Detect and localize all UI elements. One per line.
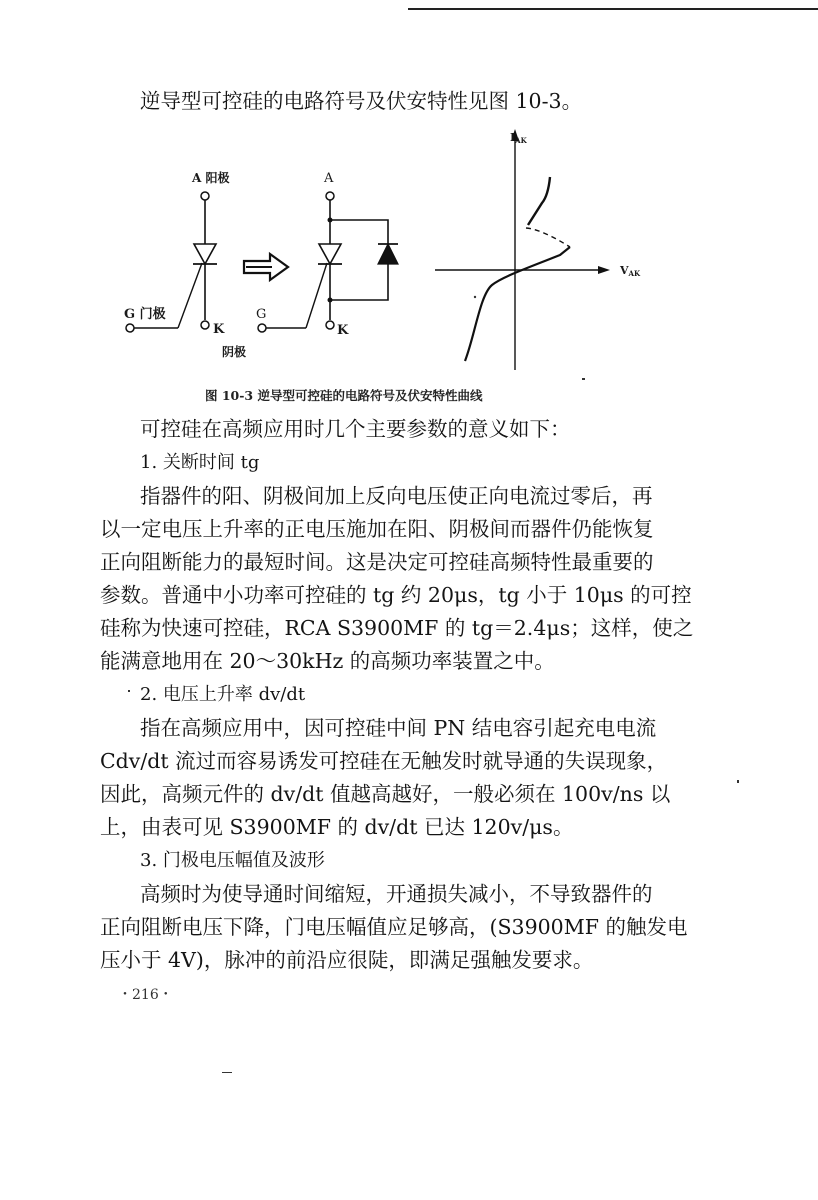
sec1-line-5: 能满意地用在 20～30kHz 的高频功率装置之中。 — [100, 649, 555, 673]
left-gate-lead — [178, 263, 202, 328]
sec2-title: 2. 电压上升率 dv/dt — [140, 684, 306, 705]
right-gate-label: G — [256, 307, 267, 322]
sec1-line-2: 正向阻断能力的最短时间。这是决定可控硅高频特性最重要的 — [100, 550, 654, 574]
antiparallel-branch — [330, 220, 388, 300]
right-gate-terminal — [258, 324, 266, 332]
left-cathode-terminal — [201, 321, 209, 329]
x-axis-label: VAK — [620, 264, 641, 278]
sec3-title: 3. 门极电压幅值及波形 — [140, 850, 325, 871]
right-anode-label: A — [324, 171, 334, 186]
left-gate-terminal — [126, 324, 134, 332]
page-number: ・216・ — [118, 987, 173, 1003]
para0: 可控硅在高频应用时几个主要参数的意义如下： — [140, 417, 571, 441]
sec3-line-1: 正向阻断电压下降，门电压幅值应足够高，(S3900MF 的触发电 — [100, 915, 688, 939]
forward-blocking-curve — [465, 247, 570, 361]
figure-caption: 图 10-3 逆导型可控硅的电路符号及伏安特性曲线 — [205, 388, 483, 403]
sec3-line-0: 高频时为使导通时间缩短，开通损失减小，不导致器件的 — [140, 882, 653, 906]
sec2-line-0: 指在高频应用中，因可控硅中间 PN 结电容引起充电电流 — [140, 716, 657, 740]
left-cathode-k-label: K — [213, 322, 225, 337]
sec1-line-1: 以一定电压上升率的正电压施加在阳、阴极间而器件仍能恢复 — [100, 517, 654, 541]
left-thyristor-triangle — [194, 244, 216, 264]
right-anode-terminal — [326, 192, 334, 200]
right-cathode-terminal — [326, 321, 334, 329]
intro-text: 逆导型可控硅的电路符号及伏安特性见图 10-3。 — [140, 89, 583, 113]
left-gate-label: G 门极 — [124, 307, 166, 322]
sec2-line-2: 因此，高频元件的 dv/dt 值越高越好，一般必须在 100v/ns 以 — [100, 782, 671, 806]
vi-characteristic-graph — [430, 125, 650, 375]
sec2-line-1: Cdv/dt 流过而容易诱发可控硅在无触发时就导通的失误现象， — [100, 749, 668, 773]
on-state-curve — [528, 177, 550, 225]
right-thyristor-triangle — [319, 244, 341, 264]
sec1-line-3: 参数。普通中小功率可控硅的 tg 约 20μs，tg 小于 10μs 的可控 — [100, 583, 692, 607]
left-anode-label: A 阳极 — [192, 171, 230, 185]
sec1-title: 1. 关断时间 tg — [140, 452, 260, 473]
left-anode-terminal — [201, 192, 209, 200]
sec2-line-3: 上，由表可见 S3900MF 的 dv/dt 已达 120v/μs。 — [100, 815, 574, 839]
sec1-line-0: 指器件的阳、阴极间加上反向电压使正向电流过零后，再 — [140, 484, 653, 508]
sec3-line-2: 压小于 4V)，脉冲的前沿应很陡，即满足强触发要求。 — [100, 948, 594, 972]
figure-right-symbol — [250, 160, 420, 360]
switching-dashed-curve — [526, 228, 570, 247]
right-cathode-label: K — [337, 323, 349, 338]
y-axis-label: IAK — [510, 131, 527, 145]
antiparallel-diode — [378, 244, 398, 264]
sec1-line-4: 硅称为快速可控硅，RCA S3900MF 的 tg＝2.4μs；这样，使之 — [100, 616, 694, 640]
left-cathode-label: 阴极 — [222, 345, 247, 359]
top-rule — [408, 8, 818, 10]
